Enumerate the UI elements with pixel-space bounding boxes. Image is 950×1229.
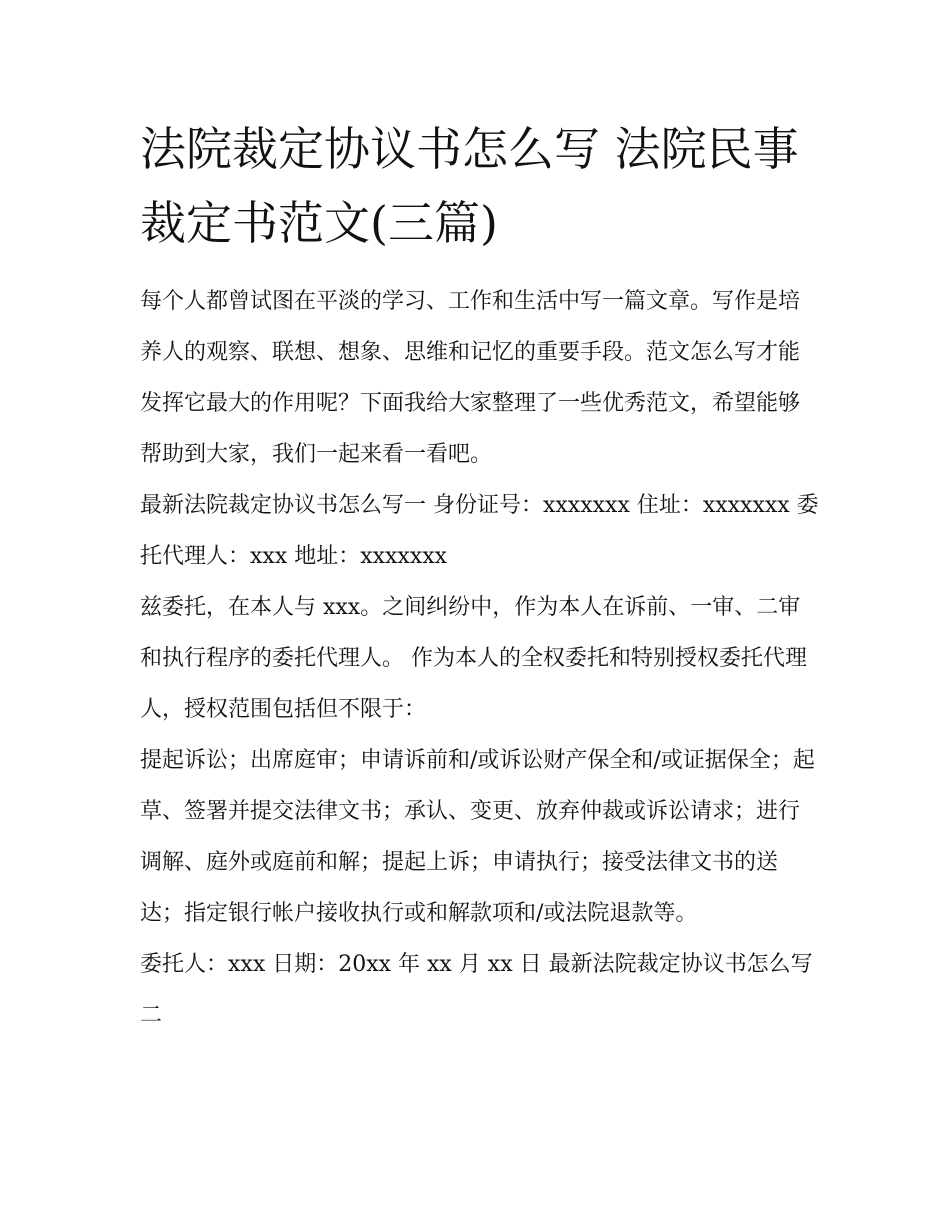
document-title: 法院裁定协议书怎么写 法院民事裁定书范文(三篇) [140,122,799,250]
entrustment-paragraph: 兹委托，在本人与 xxx。之间纠纷中，作为本人在诉前、一审、二审和执行程序的委托代理人。 作为本人的全权委托和特别授权委托代理人，授权范围包括但不限于： [140,595,807,722]
document-body [140,112,820,1041]
signature-date-paragraph: 委托人：xxx 日期：20xx 年 xx 月 xx 日 最新法院裁定协议书怎么写二 [140,952,813,1028]
authorization-scope-paragraph: 提起诉讼；出席庭审；申请诉前和/或诉讼财产保全和/或证据保全；起草、签署并提交法律文书；承认、变更、放弃仲裁或诉讼请求；进行调解、庭外或庭前和解；提起上诉；申请执行；接受法律文书的送达；指定银行帐户接收执行或和解款项和/或法院退款等。 [140,748,815,926]
intro-paragraph: 每个人都曾试图在平淡的学习、工作和生活中写一篇文章。写作是培养人的观察、联想、想象、思维和记忆的重要手段。范文怎么写才能发挥它最大的作用呢？下面我给大家整理了一些优秀范文，希望能够帮助到大家，我们一起来看一看吧。 [140,289,801,467]
principal-info-paragraph: 最新法院裁定协议书怎么写一 身份证号：xxxxxxx 住址：xxxxxxx 委托代理人：xxx 地址：xxxxxxx [140,493,819,569]
